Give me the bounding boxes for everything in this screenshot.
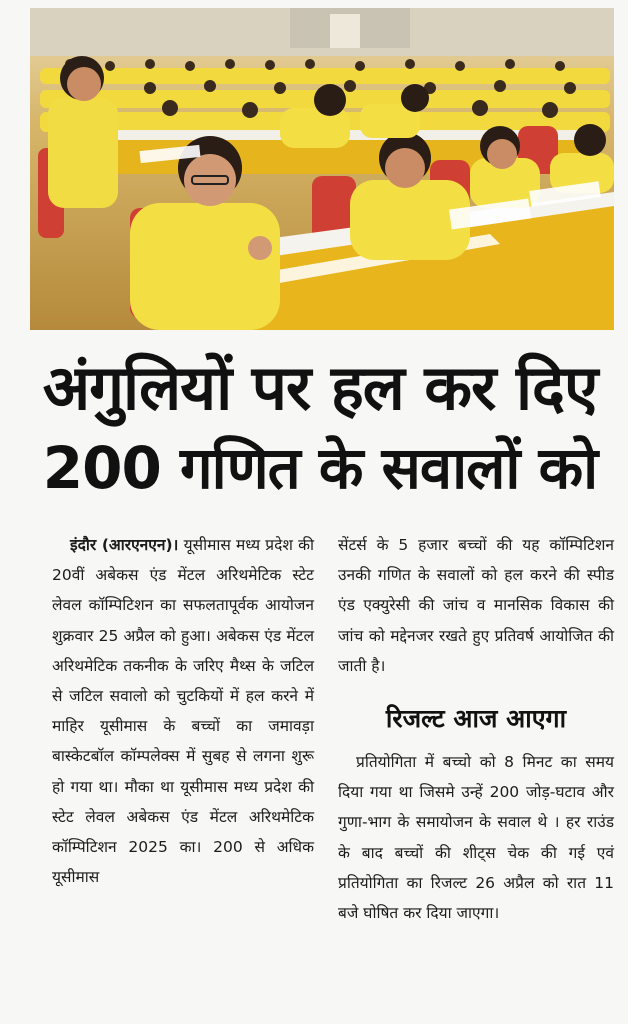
article-column-right: [338, 530, 614, 928]
article-column-left: [52, 530, 314, 892]
dateline: इंदौर (आरएनएन)।: [70, 536, 179, 554]
article-body-left: यूसीमास मध्य प्रदेश की 20वीं अबेकस एंड मेंटल अरिथमेटिक स्टेट लेवल कॉम्पिटिशन का सफलतापूर्वक आयोजन शुक्रवार 25 अप्रैल को हुआ। अबेकस एंड मेंटल अरिथमेटिक तकनीक के जरिए मैथ्स के जटिल से जटिल सवालो को चुटकियों में हल करने में माहिर यूसीमास के बच्चों का जमावड़ा बास्केटबॉल कॉम्पलेक्स में सुबह से लगना शुरू हो गया था। मौका था यूसीमास मध्य प्रदेश की स्टेट लेवल अबेकस एंड मेंटल अरिथमेटिक कॉम्पिटिशन 2025 का। 200 से अधिक यूसीमास: [52, 536, 314, 887]
headline-line-1: अंगुलियों पर हल कर दिए: [42, 351, 598, 424]
headline-line-2: 200 गणित के सवालों को: [42, 434, 598, 502]
headline: [20, 348, 620, 508]
students-competition-image: [30, 8, 614, 330]
article-body-right: सेंटर्स के 5 हजार बच्चों की यह कॉम्पिटिशन उनकी गणित के सवालों को हल करने की स्पीड एंड एक्युरेसी की जांच व मानसिक विकास की जांच को मद्देनजर रखते हुए प्रतिवर्ष आयोजित की जाती है।: [338, 536, 614, 675]
result-paragraph: प्रतियोगिता में बच्चो को 8 मिनट का समय दिया गया था जिसमे उन्हें 200 जोड़-घटाव और गुणा-भाग के समायोजन के सवाल थे । हर राउंड के बाद बच्चों की शीट्स चेक की गई एवं प्रतियोगिता का रिजल्ट 26 अप्रैल को रात 11 बजे घोषित कर दिया जाएगा।: [338, 753, 614, 923]
subheading: रिजल्ट आज आएगा: [385, 704, 567, 734]
article-intro-paragraph: [52, 530, 314, 892]
news-photo: [30, 8, 614, 330]
